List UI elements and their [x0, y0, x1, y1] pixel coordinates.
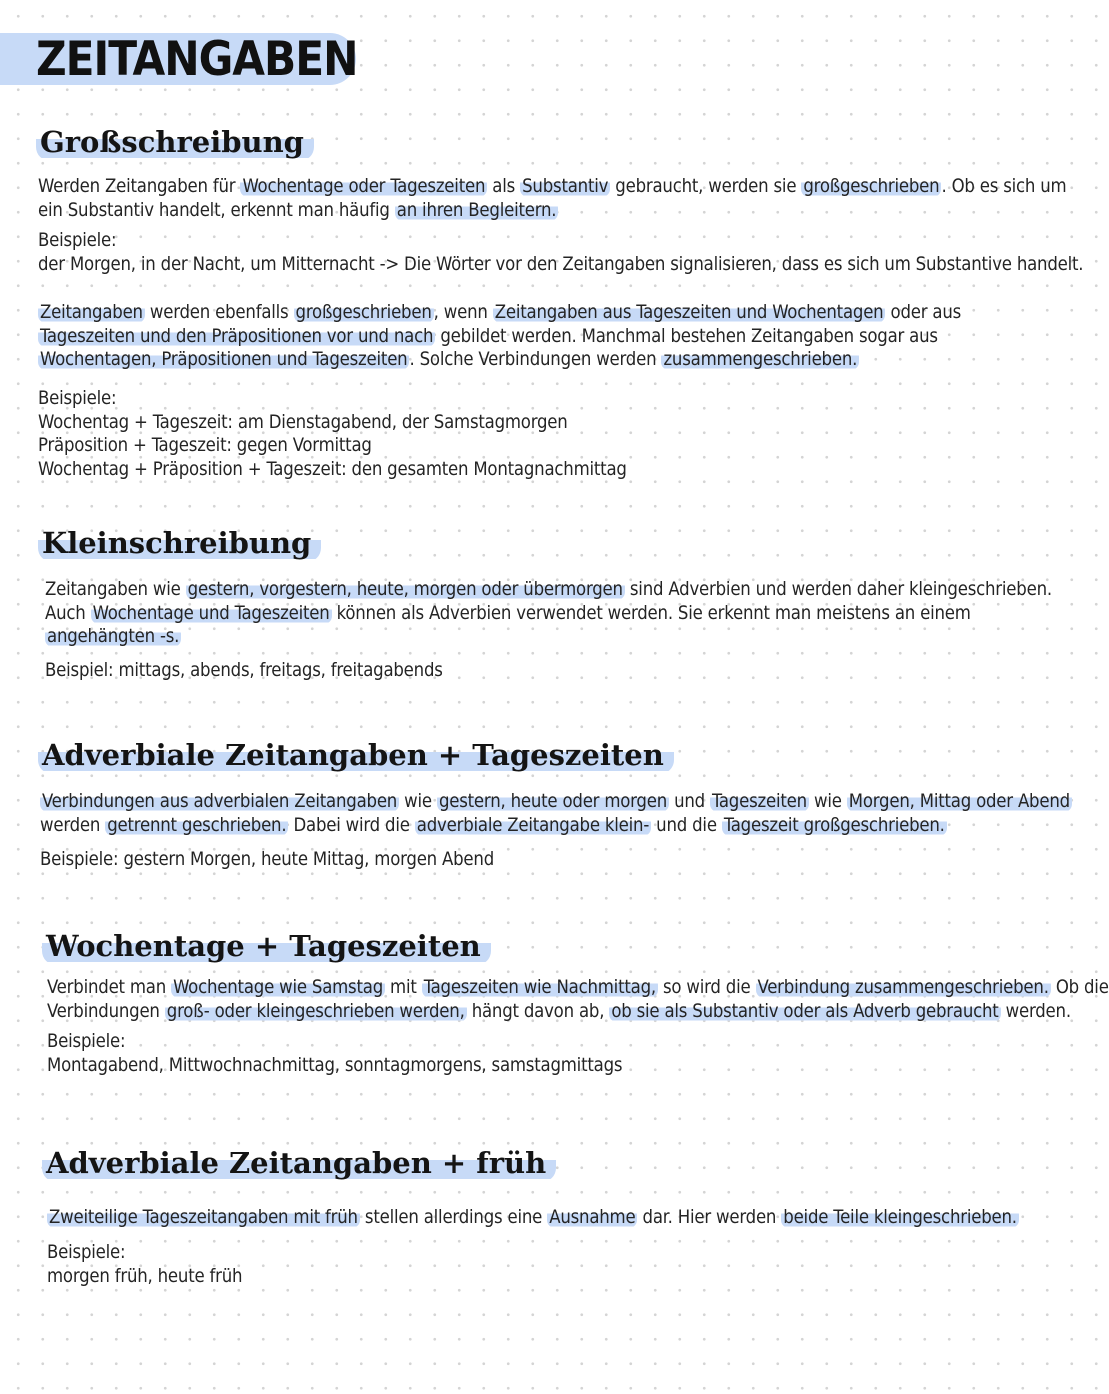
text-line [38, 199, 1066, 223]
text-run: mit [385, 977, 422, 998]
text-run: Beispiele: [47, 1242, 126, 1263]
highlighted-text: Morgen, Mittag oder Abend [848, 791, 1070, 812]
text-run: Wochentag + Tageszeit: am Dienstagabend, der Samstagmorgen [38, 411, 568, 433]
section-2-example [45, 659, 443, 683]
highlighted-text: großgeschrieben [295, 302, 432, 323]
highlighted-text: ob sie als Substantiv oder als Adverb gebraucht [611, 1000, 999, 1022]
text-line [45, 625, 1052, 649]
text-run: oder aus [885, 302, 962, 323]
highlighted-text: Verbindung zusammengeschrieben. [757, 977, 1049, 998]
text-line [45, 602, 1052, 626]
text-run: der Morgen, in der Nacht, um Mitternacht -> Die Wörter vor den Zeitangaben signalisieren, dass es sich um Substantive handelt. [38, 253, 1084, 275]
section-heading-adverbiale-frueh: Adverbiale Zeitangaben + früh [42, 1144, 556, 1182]
section-heading-adverbiale-tageszeiten: Adverbiale Zeitangaben + Tageszeiten [38, 736, 674, 774]
highlighted-text: Zeitangaben aus Tageszeiten und Wochentagen [494, 302, 884, 323]
text-line [47, 1206, 1019, 1230]
highlighted-text: großgeschrieben [803, 176, 940, 197]
text-line [47, 1265, 242, 1289]
text-run: Zeitangaben wie [45, 579, 186, 600]
section-2-paragraph [45, 578, 1052, 649]
text-run: Ob die [1050, 977, 1109, 998]
section-1-paragraph-1 [38, 175, 1066, 222]
highlighted-text: Tageszeiten [712, 791, 807, 812]
text-run: Beispiele: [38, 388, 117, 409]
text-run: Auch [45, 602, 91, 624]
text-run: als [487, 176, 521, 197]
text-run: Werden Zeitangaben für [38, 176, 241, 197]
highlighted-text: angehängten -s. [47, 626, 180, 647]
highlighted-text: Wochentage und Tageszeiten [92, 602, 330, 624]
text-run: Montagabend, Mittwochnachmittag, sonntagmorgens, samstagmittags [47, 1054, 623, 1076]
section-heading-wochentage-tageszeiten: Wochentage + Tageszeiten [42, 927, 491, 965]
text-run: dar. Hier werden [637, 1207, 782, 1228]
text-run: so wird die [657, 977, 756, 998]
highlighted-text: gestern, heute oder morgen [438, 791, 668, 812]
highlighted-text: Tageszeiten wie Nachmittag, [423, 977, 656, 998]
text-run: werden ebenfalls [144, 302, 294, 323]
text-line [47, 976, 1109, 1000]
highlighted-text: beide Teile kleingeschrieben. [783, 1207, 1017, 1228]
text-run: Präposition + Tageszeit: gegen Vormittag [38, 435, 372, 456]
text-line [47, 1000, 1109, 1024]
text-line [38, 348, 961, 372]
highlighted-text: Wochentage wie Samstag [173, 977, 383, 998]
text-run: . Solche Verbindungen werden [409, 349, 662, 370]
highlighted-text: gestern, vorgestern, heute, morgen oder übermorgen [187, 579, 623, 600]
text-run: Verbindet man [47, 977, 172, 998]
section-heading-kleinschreibung: Kleinschreibung [38, 524, 321, 562]
text-line [38, 411, 627, 435]
highlighted-text: adverbiale Zeitangabe klein- [416, 814, 650, 836]
text-line [47, 1054, 622, 1078]
text-run: gebraucht, werden sie [610, 176, 802, 197]
section-5-paragraph [47, 1206, 1019, 1230]
text-run: werden [40, 814, 106, 836]
text-run: Beispiele: [38, 230, 117, 251]
highlighted-text: Zweiteilige Tageszeitangaben mit früh [49, 1207, 358, 1228]
text-run: werden. [1000, 1000, 1071, 1022]
text-run: morgen früh, heute früh [47, 1265, 243, 1287]
highlighted-text: Substantiv [522, 176, 609, 197]
highlighted-text: getrennt geschrieben. [107, 814, 287, 836]
text-run: hängt davon ab, [466, 1000, 610, 1022]
section-4-examples [47, 1030, 622, 1077]
text-run: sind Adverbien und werden daher kleingeschrieben. [624, 579, 1052, 600]
text-line [47, 1030, 622, 1054]
text-line [47, 1241, 242, 1265]
text-line [38, 434, 627, 458]
page-title: ZEITANGABEN [36, 32, 358, 87]
highlighted-text: an ihren Begleitern. [396, 199, 557, 221]
text-run: . Ob es sich um [941, 176, 1067, 197]
highlighted-text: Wochentagen, Präpositionen und Tageszeiten [40, 349, 408, 370]
text-run: Wochentag + Präposition + Tageszeit: den gesamten Montagnachmittag [38, 458, 627, 480]
text-run: gebildet werden. Manchmal bestehen Zeitangaben sogar aus [435, 325, 938, 347]
text-run: stellen allerdings eine [359, 1207, 548, 1228]
highlighted-text: Zeitangaben [40, 302, 143, 323]
text-run: können als Adverbien verwendet werden. Sie erkennt man meistens an einem [331, 602, 971, 624]
text-line [38, 229, 1083, 253]
highlighted-text: Ausnahme [549, 1207, 636, 1228]
text-line [38, 175, 1066, 199]
text-run: Beispiele: gestern Morgen, heute Mittag, morgen Abend [40, 849, 495, 870]
highlighted-text: Tageszeiten und den Präpositionen vor und nach [40, 325, 434, 347]
highlighted-text: groß- oder kleingeschrieben werden, [166, 1000, 465, 1022]
text-line [38, 301, 961, 325]
highlighted-text: Wochentage oder Tageszeiten [242, 176, 486, 197]
text-run: Verbindungen [47, 1000, 165, 1022]
text-line [40, 814, 1072, 838]
highlighted-text: zusammengeschrieben. [663, 349, 858, 370]
text-run: , wenn [433, 302, 493, 323]
text-line [38, 458, 627, 482]
section-heading-grossschreibung: Großschreibung [36, 123, 314, 161]
text-line [45, 578, 1052, 602]
highlighted-text: Tageszeit großgeschrieben. [723, 814, 945, 836]
text-line [38, 387, 627, 411]
section-1-examples [38, 229, 1083, 276]
text-run: und [669, 791, 711, 812]
text-run: Beispiele: [47, 1031, 126, 1052]
section-3-example [40, 848, 494, 872]
text-run: und die [651, 814, 722, 836]
highlighted-text: Verbindungen aus adverbialen Zeitangaben [42, 791, 398, 812]
text-run: wie [399, 791, 437, 812]
text-line [40, 790, 1072, 814]
section-1-paragraph-2 [38, 301, 961, 372]
text-run: Beispiel: mittags, abends, freitags, freitagabends [45, 660, 443, 681]
section-4-paragraph [47, 976, 1109, 1023]
text-run: ein Substantiv handelt, erkennt man häufig [38, 199, 395, 221]
text-line [45, 659, 443, 683]
section-3-paragraph [40, 790, 1072, 837]
text-run: Dabei wird die [288, 814, 415, 836]
text-run: wie [808, 791, 847, 812]
text-line [38, 325, 961, 349]
text-line [38, 253, 1083, 277]
text-line [40, 848, 494, 872]
section-5-examples [47, 1241, 242, 1288]
section-1-examples-2 [38, 387, 627, 481]
